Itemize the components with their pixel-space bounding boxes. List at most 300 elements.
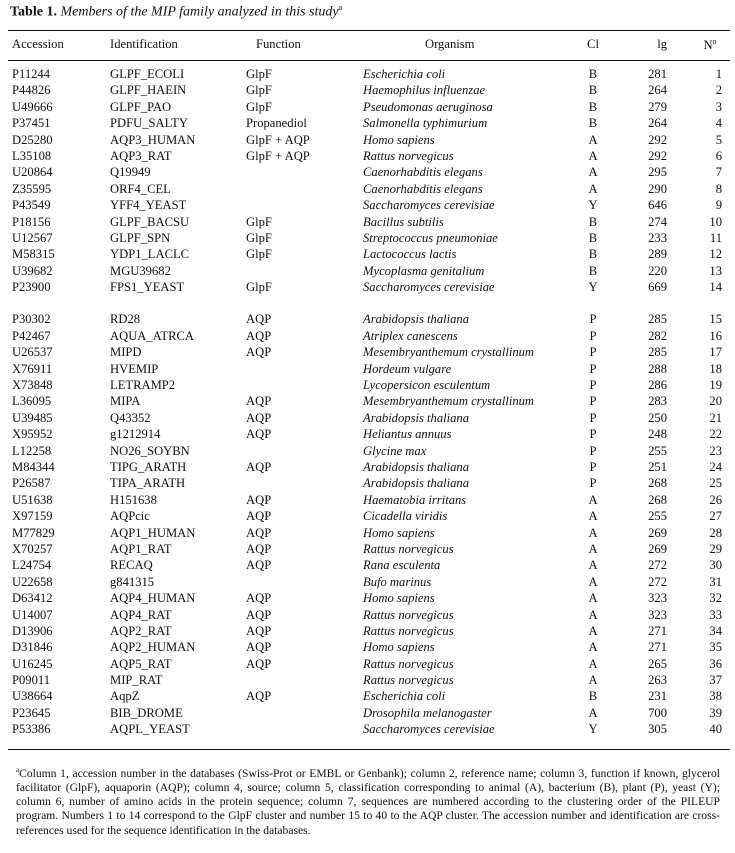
accession-cell: D25280: [12, 132, 53, 147]
function-cell: AQP: [246, 394, 272, 409]
length-cell: 281: [648, 67, 667, 81]
organism-cell: Rana esculenta: [363, 558, 441, 573]
organism-cell: Homo sapiens: [363, 591, 435, 606]
number-cell: 9: [715, 198, 722, 213]
organism-cell: Streptococcus pneumoniae: [363, 230, 498, 245]
organism-cell: Escherichia coli: [363, 689, 446, 704]
organism-cell: Arabidopsis thaliana: [363, 476, 470, 491]
table-row: [0, 263, 735, 279]
class-cell: B: [588, 116, 598, 131]
organism-cell: Rattus norvegicus: [363, 656, 454, 671]
organism-cell: Arabidopsis thaliana: [363, 459, 470, 474]
function-cell: GlpF: [246, 214, 272, 229]
identification-cell: AqpZ: [110, 689, 140, 704]
accession-cell: U14007: [12, 607, 53, 622]
number-cell: 35: [709, 640, 722, 655]
number-cell: 4: [715, 116, 722, 131]
class-cell: B: [588, 689, 598, 704]
accession-cell: M84344: [12, 459, 55, 474]
organism-cell: Homo sapiens: [363, 640, 435, 655]
table-row: [0, 426, 735, 442]
length-cell: 264: [648, 83, 667, 98]
number-cell: 38: [709, 689, 722, 704]
function-cell: AQP: [246, 410, 272, 425]
accession-cell: X70257: [12, 541, 53, 556]
function-cell: AQP: [246, 328, 272, 343]
function-cell: AQP: [246, 312, 272, 327]
function-cell: AQP: [246, 525, 272, 540]
number-cell: 7: [715, 165, 722, 180]
identification-cell: AQP3_HUMAN: [110, 132, 196, 147]
number-cell: 13: [709, 263, 722, 278]
organism-cell: Glycine max: [363, 443, 427, 458]
length-cell: 292: [648, 148, 667, 163]
function-cell: Propanediol: [246, 116, 307, 131]
length-cell: 646: [648, 198, 667, 213]
number-cell: 8: [715, 181, 722, 196]
function-cell: GlpF: [246, 99, 272, 114]
number-cell: 37: [709, 673, 722, 688]
function-cell: AQP: [246, 591, 272, 606]
length-cell: 251: [648, 459, 667, 474]
number-cell: 11: [709, 230, 722, 245]
class-cell: A: [588, 525, 598, 540]
class-cell: P: [589, 476, 597, 491]
accession-cell: U38664: [12, 689, 53, 704]
table-header-rule: [8, 60, 730, 61]
organism-cell: Arabidopsis thaliana: [363, 410, 470, 425]
length-cell: 323: [648, 607, 667, 622]
accession-cell: U22658: [12, 574, 53, 589]
number-cell: 25: [709, 476, 722, 491]
class-cell: P: [589, 459, 597, 474]
function-cell: AQP: [246, 640, 272, 655]
table-row: [0, 66, 735, 82]
identification-cell: g841315: [110, 574, 155, 589]
class-cell: A: [588, 591, 598, 606]
table-row: [0, 115, 735, 131]
table-row: [0, 475, 735, 491]
table-row: [0, 361, 735, 377]
identification-cell: YDP1_LACLC: [110, 247, 190, 262]
organism-cell: Arabidopsis thaliana: [363, 312, 470, 327]
table-row: [0, 639, 735, 655]
accession-cell: L36095: [12, 394, 52, 409]
class-cell: A: [588, 623, 598, 638]
number-cell: 19: [709, 378, 722, 393]
accession-cell: P23645: [12, 705, 51, 720]
table-row: [0, 492, 735, 508]
caption-footnote-mark: a: [338, 3, 343, 12]
identification-cell: AQP2_HUMAN: [110, 640, 196, 655]
accession-cell: U51638: [12, 492, 53, 507]
length-cell: 263: [648, 673, 667, 688]
class-cell: A: [588, 640, 598, 655]
number-cell: 29: [709, 541, 722, 556]
identification-cell: GLPF_BACSU: [110, 214, 190, 229]
table-row: [0, 328, 735, 344]
accession-cell: P30302: [12, 312, 51, 327]
function-cell: AQP: [246, 541, 272, 556]
table-row: [0, 99, 735, 115]
length-cell: 700: [648, 705, 667, 720]
table-row: [0, 705, 735, 721]
class-cell: A: [588, 132, 598, 147]
class-cell: P: [589, 410, 597, 425]
number-cell: 14: [709, 280, 722, 295]
accession-cell: P42467: [12, 328, 51, 343]
class-cell: A: [588, 165, 598, 180]
accession-cell: U12567: [12, 230, 53, 245]
accession-cell: P26587: [12, 476, 51, 491]
class-cell: Y: [588, 280, 598, 295]
number-cell: 6: [715, 148, 722, 163]
number-cell: 40: [709, 722, 722, 737]
length-cell: 279: [648, 99, 667, 114]
accession-cell: P44826: [12, 83, 51, 98]
table-title: Members of the MIP family analyzed in this study: [60, 4, 339, 20]
function-cell: AQP: [246, 427, 272, 442]
length-cell: 295: [648, 165, 667, 180]
length-cell: 268: [648, 476, 667, 491]
class-cell: A: [588, 656, 598, 671]
length-cell: 290: [648, 181, 667, 196]
class-cell: B: [588, 99, 598, 114]
identification-cell: AQP1_RAT: [110, 541, 172, 556]
function-cell: GlpF: [246, 83, 272, 98]
organism-cell: Mesembryanthemum crystallinum: [363, 394, 535, 409]
class-cell: B: [588, 214, 598, 229]
length-cell: 669: [648, 280, 667, 295]
organism-cell: Bufo marinus: [363, 574, 432, 589]
organism-cell: Haematobia irritans: [363, 492, 467, 507]
class-cell: B: [588, 67, 598, 81]
class-cell: P: [589, 345, 597, 360]
table-row: [0, 377, 735, 393]
organism-cell: Drosophila melanogaster: [363, 705, 492, 720]
number-cell: 15: [709, 312, 722, 327]
function-cell: GlpF: [246, 230, 272, 245]
function-cell: GlpF + AQP: [246, 148, 310, 163]
class-cell: Y: [588, 198, 598, 213]
identification-cell: AQP4_RAT: [110, 607, 172, 622]
number-cell: 27: [709, 509, 722, 524]
length-cell: 269: [648, 541, 667, 556]
header-lg: lg: [657, 37, 667, 51]
identification-cell: AQP5_RAT: [110, 656, 172, 671]
table-row: [0, 82, 735, 98]
accession-cell: Z35595: [12, 181, 52, 196]
table-row: [0, 246, 735, 262]
number-cell: 17: [709, 345, 722, 360]
class-cell: B: [588, 230, 598, 245]
number-cell: 24: [709, 459, 722, 474]
identification-cell: YFF4_YEAST: [110, 198, 187, 213]
accession-cell: U20864: [12, 165, 53, 180]
identification-cell: MIPD: [110, 345, 142, 360]
organism-cell: Cicadella viridis: [363, 509, 448, 524]
class-cell: A: [588, 148, 598, 163]
function-cell: AQP: [246, 656, 272, 671]
identification-cell: AQPL_YEAST: [110, 722, 190, 737]
identification-cell: AQP4_HUMAN: [110, 591, 196, 606]
identification-cell: FPS1_YEAST: [110, 280, 185, 295]
identification-cell: TIPG_ARATH: [110, 459, 187, 474]
function-cell: AQP: [246, 492, 272, 507]
function-cell: AQP: [246, 345, 272, 360]
number-cell: 23: [709, 443, 722, 458]
table-row: [0, 181, 735, 197]
organism-cell: Rattus norvegicus: [363, 607, 454, 622]
header-organism: Organism: [425, 37, 475, 51]
table-row: [0, 623, 735, 639]
footnote-mark: a: [16, 766, 20, 774]
organism-cell: Rattus norvegicus: [363, 148, 454, 163]
table-caption: [10, 3, 342, 21]
accession-cell: P09011: [12, 673, 51, 688]
identification-cell: GLPF_PAO: [110, 99, 172, 114]
class-cell: P: [589, 312, 597, 327]
table-row: [0, 393, 735, 409]
identification-cell: PDFU_SALTY: [110, 116, 188, 131]
length-cell: 269: [648, 525, 667, 540]
class-cell: P: [589, 443, 597, 458]
function-cell: GlpF: [246, 247, 272, 262]
organism-cell: Saccharomyces cerevisiae: [363, 722, 495, 737]
class-cell: A: [588, 673, 598, 688]
header-accession: Accession: [12, 37, 64, 51]
table-row: [0, 230, 735, 246]
header-identification: Identification: [110, 37, 178, 51]
accession-cell: U39682: [12, 263, 53, 278]
number-cell: 18: [709, 361, 722, 376]
table-row: [0, 148, 735, 164]
number-cell: 5: [715, 132, 722, 147]
accession-cell: D63412: [12, 591, 53, 606]
class-cell: P: [589, 361, 597, 376]
organism-cell: Heliantus annuus: [363, 427, 452, 442]
accession-cell: L24754: [12, 558, 52, 573]
length-cell: 274: [648, 214, 667, 229]
length-cell: 255: [648, 509, 667, 524]
function-cell: GlpF: [246, 67, 272, 81]
organism-cell: Bacillus subtilis: [363, 214, 444, 229]
identification-cell: GLPF_HAEIN: [110, 83, 187, 98]
number-cell: 34: [709, 623, 722, 638]
accession-cell: U26537: [12, 345, 53, 360]
accession-cell: M77829: [12, 525, 55, 540]
length-cell: 264: [648, 116, 667, 131]
accession-cell: X76911: [12, 361, 53, 376]
identification-cell: MGU39682: [110, 263, 171, 278]
header-function: Function: [256, 37, 301, 51]
identification-cell: HVEMIP: [110, 361, 159, 376]
organism-cell: Rattus norvegicus: [363, 541, 454, 556]
class-cell: A: [588, 492, 598, 507]
table-row: [0, 410, 735, 426]
identification-cell: g1212914: [110, 427, 161, 442]
identification-cell: AQP1_HUMAN: [110, 525, 196, 540]
accession-cell: L12258: [12, 443, 52, 458]
table-row: [0, 557, 735, 573]
table-row: [0, 688, 735, 704]
class-cell: B: [588, 247, 598, 262]
number-cell: 33: [709, 607, 722, 622]
identification-cell: AQPcic: [110, 509, 150, 524]
length-cell: 272: [648, 574, 667, 589]
identification-cell: NO26_SOYBN: [110, 443, 190, 458]
table-body: [0, 66, 735, 738]
accession-cell: U49666: [12, 99, 53, 114]
accession-cell: P11244: [12, 67, 51, 81]
header-no: [690, 37, 730, 53]
length-cell: 285: [648, 345, 667, 360]
class-cell: A: [588, 509, 598, 524]
identification-cell: LETRAMP2: [110, 378, 176, 393]
identification-cell: AQUA_ATRCA: [110, 328, 194, 343]
length-cell: 283: [648, 394, 667, 409]
function-cell: AQP: [246, 459, 272, 474]
table-row: [0, 214, 735, 230]
header-no-letter: N: [703, 38, 713, 53]
organism-cell: Atriplex canescens: [363, 328, 458, 343]
class-cell: P: [589, 378, 597, 393]
length-cell: 271: [648, 623, 667, 638]
identification-cell: GLPF_SPN: [110, 230, 171, 245]
length-cell: 272: [648, 558, 667, 573]
table-row: [0, 525, 735, 541]
number-cell: 30: [709, 558, 722, 573]
table-row: [0, 574, 735, 590]
organism-cell: Rattus norvegicus: [363, 673, 454, 688]
number-cell: 36: [709, 656, 722, 671]
function-cell: AQP: [246, 558, 272, 573]
table-header-row: [0, 37, 735, 55]
number-cell: 16: [709, 328, 722, 343]
organism-cell: Mesembryanthemum crystallinum: [363, 345, 535, 360]
number-cell: 20: [709, 394, 722, 409]
number-cell: 31: [709, 574, 722, 589]
table-row: [0, 443, 735, 459]
accession-cell: X95952: [12, 427, 53, 442]
organism-cell: Homo sapiens: [363, 525, 435, 540]
class-cell: A: [588, 558, 598, 573]
function-cell: AQP: [246, 607, 272, 622]
length-cell: 271: [648, 640, 667, 655]
table-row: [0, 311, 735, 327]
organism-cell: Saccharomyces cerevisiae: [363, 280, 495, 295]
table-row: [0, 344, 735, 360]
accession-cell: P18156: [12, 214, 51, 229]
identification-cell: GLPF_ECOLI: [110, 67, 185, 81]
table-row: [0, 132, 735, 148]
header-no-mark: o: [712, 37, 717, 46]
length-cell: 289: [648, 247, 667, 262]
length-cell: 305: [648, 722, 667, 737]
class-cell: Y: [588, 722, 598, 737]
organism-cell: Rattus norvegicus: [363, 623, 454, 638]
identification-cell: Q43352: [110, 410, 151, 425]
length-cell: 265: [648, 656, 667, 671]
table-row: [0, 721, 735, 737]
accession-cell: P23900: [12, 280, 51, 295]
accession-cell: M58315: [12, 247, 55, 262]
length-cell: 248: [648, 427, 667, 442]
table-row: [0, 656, 735, 672]
table-label: Table 1.: [10, 4, 57, 20]
class-cell: P: [589, 328, 597, 343]
number-cell: 12: [709, 247, 722, 262]
length-cell: 288: [648, 361, 667, 376]
identification-cell: RD28: [110, 312, 141, 327]
number-cell: 26: [709, 492, 722, 507]
organism-cell: Lactococcus lactis: [363, 247, 457, 262]
number-cell: 28: [709, 525, 722, 540]
number-cell: 22: [709, 427, 722, 442]
length-cell: 250: [648, 410, 667, 425]
table-row: [0, 197, 735, 213]
table-row: [0, 508, 735, 524]
length-cell: 268: [648, 492, 667, 507]
accession-cell: D31846: [12, 640, 53, 655]
length-cell: 285: [648, 312, 667, 327]
identification-cell: ORF4_CEL: [110, 181, 171, 196]
organism-cell: Haemophilus influenzae: [363, 83, 486, 98]
class-cell: A: [588, 574, 598, 589]
class-cell: P: [589, 427, 597, 442]
table-row: [0, 279, 735, 295]
class-cell: B: [588, 263, 598, 278]
organism-cell: Homo sapiens: [363, 132, 435, 147]
identification-cell: RECAQ: [110, 558, 153, 573]
organism-cell: Lycopersicon esculentum: [363, 378, 491, 393]
class-cell: A: [588, 181, 598, 196]
accession-cell: X97159: [12, 509, 53, 524]
class-cell: A: [588, 607, 598, 622]
identification-cell: H151638: [110, 492, 157, 507]
number-cell: 2: [715, 83, 722, 98]
table-row: [0, 459, 735, 475]
identification-cell: AQP3_RAT: [110, 148, 172, 163]
organism-cell: Saccharomyces cerevisiae: [363, 198, 495, 213]
length-cell: 282: [648, 328, 667, 343]
number-cell: 32: [709, 591, 722, 606]
accession-cell: L35108: [12, 148, 52, 163]
table-bottom-rule: [8, 749, 730, 750]
identification-cell: MIPA: [110, 394, 141, 409]
organism-cell: Hordeum vulgare: [363, 361, 452, 376]
organism-cell: Escherichia coli: [363, 67, 446, 81]
accession-cell: P53386: [12, 722, 51, 737]
accession-cell: U16245: [12, 656, 53, 671]
organism-cell: Pseudomonas aeruginosa: [363, 99, 493, 114]
function-cell: AQP: [246, 509, 272, 524]
table-row: [0, 590, 735, 606]
accession-cell: X73848: [12, 378, 53, 393]
class-cell: B: [588, 83, 598, 98]
length-cell: 233: [648, 230, 667, 245]
organism-cell: Caenorhabditis elegans: [363, 165, 483, 180]
header-cl: Cl: [587, 37, 599, 51]
length-cell: 255: [648, 443, 667, 458]
class-cell: P: [589, 394, 597, 409]
number-cell: 10: [709, 214, 722, 229]
identification-cell: AQP2_RAT: [110, 623, 172, 638]
function-cell: GlpF: [246, 280, 272, 295]
identification-cell: Q19949: [110, 165, 151, 180]
footnote-text: Column 1, accession number in the databases (Swiss-Prot or EMBL or Genbank); column 2, reference name; column 3, function if known, glycerol facilitator (GlpF), aquaporin (AQP); column 4, source; column 5, classification corresponding to animal (A), bacterium (B), plant (P), yeast (Y); column 6, number of amino acids in the protein sequence; column 7, sequences are numbered according to the clustering order of the PILEUP program. Numbers 1 to 14 correspond to the GlpF cluster and number 15 to 40 to the AQP cluster. The accession number and identification are cross-references used for the sequence identification in the databases.: [16, 766, 720, 837]
function-cell: AQP: [246, 689, 272, 704]
